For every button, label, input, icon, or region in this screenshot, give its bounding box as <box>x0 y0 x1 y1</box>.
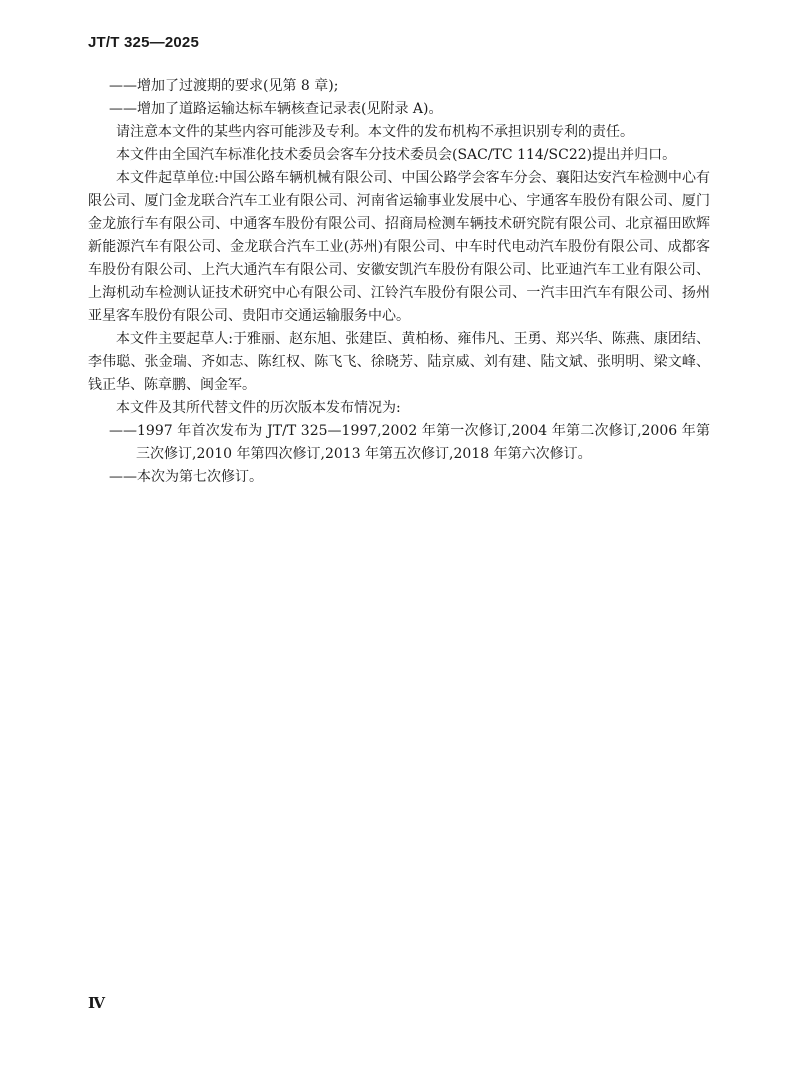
document-code-header: JT/T 325—2025 <box>88 34 199 51</box>
change-item: ——增加了过渡期的要求(见第 8 章); <box>109 78 339 94</box>
drafting-units: 本文件起草单位:中国公路车辆机械有限公司、中国公路学会客车分会、襄阳达安汽车检测中心有限公司、厦门金龙联合汽车工业有限公司、河南省运输事业发展中心、宇通客车股份有限公司、厦门金龙旅行车有限公司、中通客车股份有限公司、招商局检测车辆技术研究院有限公司、北京福田欧辉新能源汽车有限公司、金龙联合汽车工业(苏州)有限公司、中车时代电动汽车股份有限公司、成都客车股份有限公司、上汽大通汽车有限公司、安徽安凯汽车股份有限公司、比亚迪汽车工业有限公司、上海机动车检测认证技术研究中心有限公司、江铃汽车股份有限公司、一汽丰田汽车有限公司、扬州亚星客车股份有限公司、贵阳市交通运输服务中心。 <box>88 170 710 324</box>
patent-notice: 请注意本文件的某些内容可能涉及专利。本文件的发布机构不承担识别专利的责任。 <box>116 124 634 140</box>
history-item: ——本次为第七次修订。 <box>109 469 263 485</box>
change-item: ——增加了道路运输达标车辆核查记录表(见附录 A)。 <box>109 101 443 117</box>
foreword-content <box>88 75 710 489</box>
page-number: Ⅳ <box>88 996 106 1012</box>
history-item: ——1997 年首次发布为 JT/T 325—1997,2002 年第一次修订,2004 年第二次修订,2006 年第三次修订,2010 年第四次修订,2013 年第五次修订,2018 年第六次修订。 <box>109 423 710 462</box>
history-intro: 本文件及其所代替文件的历次版本发布情况为: <box>116 400 401 416</box>
main-drafters: 本文件主要起草人:于雅丽、赵东旭、张建臣、黄柏杨、雍伟凡、王勇、郑兴华、陈燕、康团结、李伟聪、张金瑞、齐如志、陈红权、陈飞飞、徐晓芳、陆京威、刘有建、陆文斌、张明明、梁文峰、钱正华、陈章鹏、闽金军。 <box>88 331 710 393</box>
proposer-statement: 本文件由全国汽车标准化技术委员会客车分技术委员会(SAC/TC 114/SC22)提出并归口。 <box>116 147 677 163</box>
